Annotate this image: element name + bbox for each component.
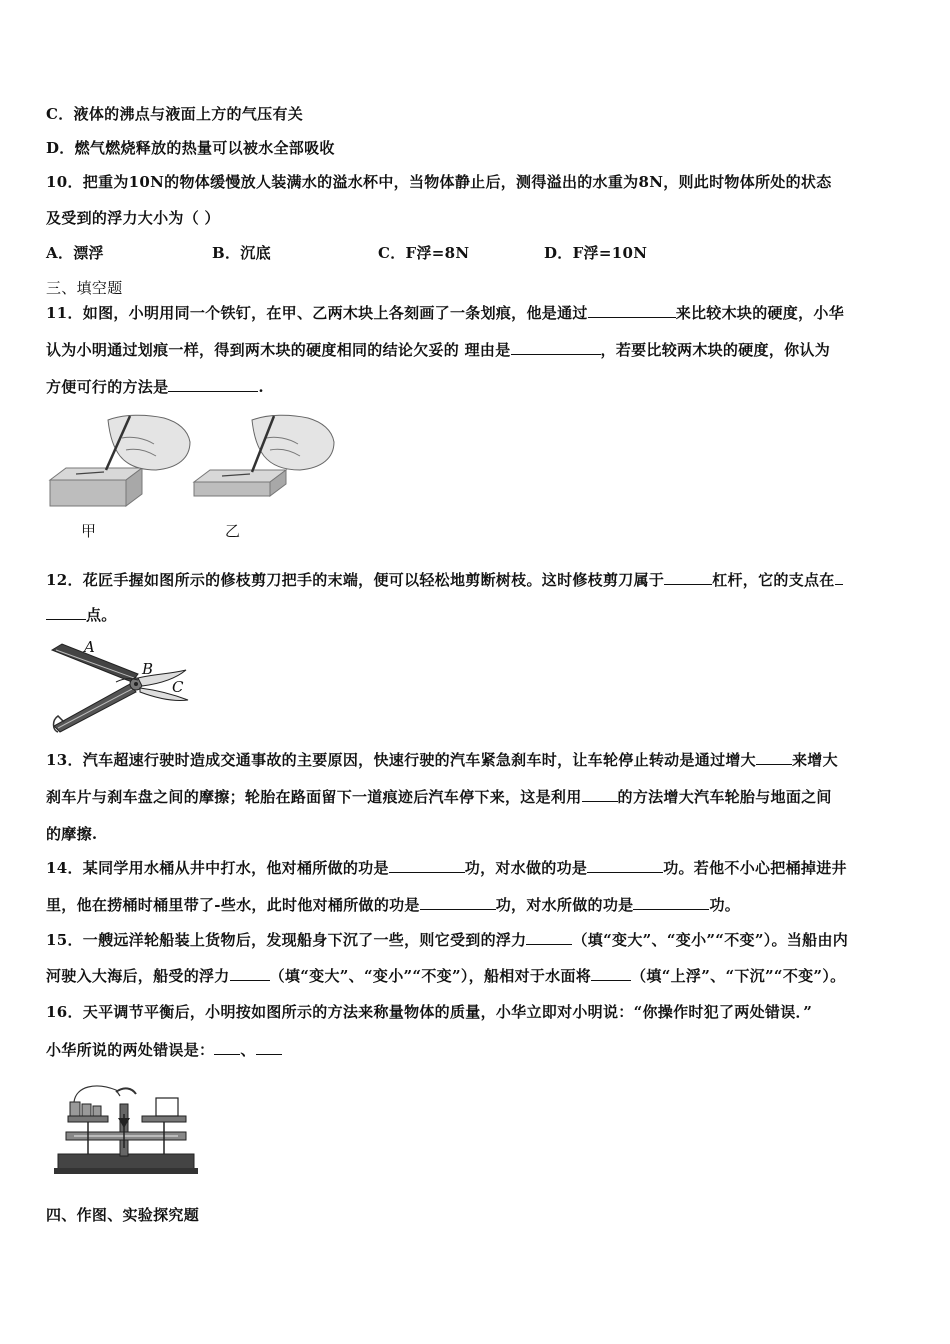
q12-text-2b: 点。 xyxy=(86,606,117,624)
q14-blank-2[interactable] xyxy=(587,858,663,873)
q12-line1 xyxy=(46,570,843,590)
q12-blank-2-start[interactable] xyxy=(835,570,843,585)
q14-line1 xyxy=(46,858,847,878)
q13-line2 xyxy=(46,787,832,807)
q9-option-c: C．液体的沸点与液面上方的气压有关 xyxy=(46,105,304,123)
q16-blank-2[interactable] xyxy=(256,1040,282,1055)
q16-text-2a: 小华所说的两处错误是： xyxy=(46,1041,215,1059)
q13-text-2a: 刹车片与刹车盘之间的摩擦；轮胎在路面留下一道痕迹后汽车停下来，这是利用 xyxy=(46,788,582,806)
q13-blank-1[interactable] xyxy=(756,750,792,765)
q12-text-1a: 12．花匠手握如图所示的修枝剪刀把手的末端，便可以轻松地剪断树枝。这时修枝剪刀属于 xyxy=(46,571,665,589)
q11-line3 xyxy=(46,377,264,397)
q15-line1 xyxy=(46,930,848,950)
wood-scratch-figure xyxy=(46,412,341,510)
q11-blank-3[interactable] xyxy=(168,377,258,392)
q15-line2 xyxy=(46,966,845,986)
q12-line2 xyxy=(46,605,117,625)
q16-line2 xyxy=(46,1040,282,1060)
q14-line2 xyxy=(46,895,740,915)
wood-block-jia-image xyxy=(50,415,190,506)
q10-text-line2: 及受到的浮力大小为（ ） xyxy=(46,209,220,227)
label-b: B xyxy=(142,660,154,678)
q14-text-2b: 功，对水所做的功是 xyxy=(495,896,634,914)
q13-line1 xyxy=(46,750,838,770)
q14-text-2c: 功。 xyxy=(709,896,741,914)
q10-option-c: C．F浮=8N xyxy=(378,244,470,262)
q15-text-2b: （填“变大”、“变小”“不变”），船相对于水面将 xyxy=(269,967,592,985)
q15-text-2c: （填“上浮”、“下沉”“不变”）。 xyxy=(631,967,846,985)
wood-block-yi-image xyxy=(194,415,334,496)
q14-blank-3[interactable] xyxy=(420,895,496,910)
q15-blank-2[interactable] xyxy=(230,966,270,981)
q15-text-1b: （填“变大”、“变小”“不变”）。当船由内 xyxy=(572,931,849,949)
label-a: A xyxy=(84,640,95,656)
q16-line1: 16．天平调节平衡后，小明按如图所示的方法来称量物体的质量，小华立即对小明说：“你操作时犯了两处错误．” xyxy=(46,1003,813,1021)
q15-text-2a: 河驶入大海后，船受的浮力 xyxy=(46,967,230,985)
q15-blank-3[interactable] xyxy=(591,966,631,981)
q14-text-1b: 功，对水做的功是 xyxy=(464,859,588,877)
q13-line3: 的摩擦. xyxy=(46,825,98,843)
q12-blank-2[interactable] xyxy=(46,605,86,620)
q11-text-2b: ，若要比较两木块的硬度，你认为 xyxy=(600,341,831,359)
q11-blank-2[interactable] xyxy=(511,340,601,355)
q14-text-2a: 里，他在捞桶时桶里带了-些水，此时他对桶所做的功是 xyxy=(46,896,420,914)
q14-text-1a: 14．某同学用水桶从井中打水，他对桶所做的功是 xyxy=(46,859,389,877)
q11-text-3a: 方便可行的方法是 xyxy=(46,378,169,396)
q10-text-line1: 10．把重为10N的物体缓慢放人装满水的溢水杯中，当物体静止后，测得溢出的水重为8N，则此时物体所处的状态 xyxy=(46,173,832,191)
q11-text-3b: . xyxy=(258,378,264,396)
pruning-shears-image xyxy=(52,644,188,732)
q14-blank-1[interactable] xyxy=(389,858,465,873)
balance-scale-figure xyxy=(46,1078,206,1178)
section-heading-fill-in: 三、填空题 xyxy=(46,279,123,297)
q15-blank-1[interactable] xyxy=(526,930,572,945)
q11-line1 xyxy=(46,303,844,323)
q15-text-1a: 15．一艘远洋轮船装上货物后，发现船身下沉了一些，则它受到的浮力 xyxy=(46,931,527,949)
q11-text-1a: 11．如图，小明用同一个铁钉，在甲、乙两木块上各刻画了一条划痕，他是通过 xyxy=(46,304,588,322)
label-c: C xyxy=(172,678,184,696)
q16-text-2b: 、 xyxy=(240,1041,256,1059)
q13-text-2b: 的方法增大汽车轮胎与地面之间 xyxy=(617,788,832,806)
q11-text-1b: 来比较木块的硬度，小华 xyxy=(675,304,844,322)
q16-blank-1[interactable] xyxy=(214,1040,240,1055)
q12-text-1b: 杠杆，它的支点在 xyxy=(712,571,835,589)
q9-option-d: D．燃气燃烧释放的热量可以被水全部吸收 xyxy=(46,139,335,157)
section-heading-experiment: 四、作图、实验探究题 xyxy=(46,1206,200,1224)
q14-text-1c: 功。若他不小心把桶掉进井 xyxy=(663,859,847,877)
label-jia: 甲 xyxy=(81,522,97,540)
q13-text-1a: 13．汽车超速行驶时造成交通事故的主要原因，快速行驶的汽车紧急刹车时，让车轮停止转动是通过增大 xyxy=(46,751,756,769)
q10-option-d: D．F浮=10N xyxy=(544,244,648,262)
q10-option-b: B．沉底 xyxy=(212,244,271,262)
q13-text-1b: 来增大 xyxy=(791,751,838,769)
q12-blank-1[interactable] xyxy=(664,570,712,585)
q13-blank-2[interactable] xyxy=(582,787,618,802)
label-yi: 乙 xyxy=(225,522,241,540)
q11-text-2a: 认为小明通过划痕一样，得到两木块的硬度相同的结论欠妥的 理由是 xyxy=(46,341,511,359)
balance-scale-image xyxy=(54,1086,198,1174)
q11-line2 xyxy=(46,340,830,360)
q10-options xyxy=(46,243,647,263)
q14-blank-4[interactable] xyxy=(633,895,709,910)
q11-blank-1[interactable] xyxy=(588,303,676,318)
pruning-shears-figure xyxy=(46,640,196,735)
q10-option-a: A．漂浮 xyxy=(46,244,104,262)
